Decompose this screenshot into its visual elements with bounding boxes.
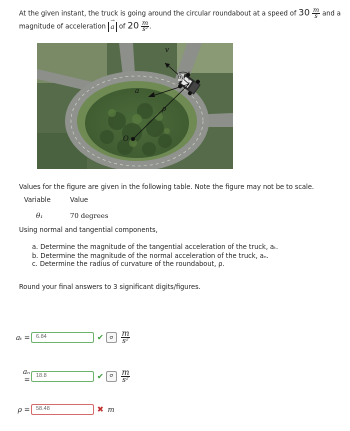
question-list <box>32 243 278 269</box>
velocity-label: v <box>165 46 169 54</box>
rounding-instruction: Round your final answers to 3 significant digits/figures. <box>19 283 201 291</box>
center-o-label: O <box>123 135 129 143</box>
answer-row-an <box>16 368 130 384</box>
table-cell-variable: θ₁ <box>36 212 44 220</box>
symbol-picker-button[interactable]: σ <box>106 371 117 382</box>
questions-intro: Using normal and tangential components, <box>19 226 158 234</box>
problem-line-1 <box>19 7 341 20</box>
roundabout-aerial-image <box>37 43 233 169</box>
table-header-value: Value <box>70 196 89 204</box>
correct-check-icon: ✔ <box>97 371 104 381</box>
values-table <box>24 196 108 221</box>
accel-magnitude: → a <box>108 22 117 32</box>
speed-value: 30 <box>298 8 310 19</box>
theta-label: θ₁ <box>178 74 185 81</box>
answer-input-at[interactable]: 6.84 <box>31 332 94 343</box>
unit-an: $\frac{m}{\text{s²}}$ <box>121 367 130 384</box>
unit-rho: m <box>107 405 115 414</box>
problem-and: and a <box>322 9 341 18</box>
problem-line-2: magnitude of acceleration → a of 20 $\frac{m}{\text{s²}}$ . <box>19 20 151 33</box>
accel-of: of <box>119 22 126 31</box>
accel-prefix: magnitude of acceleration <box>19 22 106 31</box>
answer-label-rho: ρ = <box>17 405 30 414</box>
rho-label: ρ <box>162 105 167 113</box>
table-note: Values for the figure are given in the following table. Note the figure may not be to scale. <box>19 183 314 191</box>
table-header-variable: Variable <box>24 196 51 204</box>
table-header-row <box>24 196 108 205</box>
question-a: a. Determine the magnitude of the tangential acceleration of the truck, aₜ. <box>32 243 279 251</box>
answer-label-at: aₜ = <box>16 333 30 342</box>
correct-check-icon: ✔ <box>97 333 104 342</box>
answer-input-rho[interactable]: 58.48 <box>31 404 94 415</box>
speed-unit: $\frac{m}{s}$ <box>312 6 320 20</box>
acceleration-label: a <box>135 87 140 95</box>
symbol-picker-button[interactable]: σ <box>106 332 117 343</box>
answer-row-at <box>16 331 130 344</box>
roundabout-figure <box>37 43 233 169</box>
accel-value: 20 <box>127 21 139 32</box>
answer-label-an: aₙ = <box>22 368 30 384</box>
answer-input-an[interactable]: 18.8 <box>31 371 94 382</box>
table-cell-value: 70 degrees <box>70 212 109 220</box>
unit-at: $\frac{m}{\text{s²}}$ <box>121 329 130 345</box>
problem-intro: At the given instant, the truck is going around the circular roundabout at a speed of <box>19 9 297 18</box>
answer-row-rho <box>16 404 114 415</box>
question-b: b. Determine the magnitude of the normal acceleration of the truck, aₙ. <box>32 251 269 260</box>
question-c: c. Determine the radius of curvature of the roundabout, ρ. <box>32 260 225 268</box>
table-row <box>24 212 108 221</box>
incorrect-x-icon: ✖ <box>97 405 104 414</box>
accel-unit: $\frac{m}{\text{s²}}$ <box>142 19 149 33</box>
